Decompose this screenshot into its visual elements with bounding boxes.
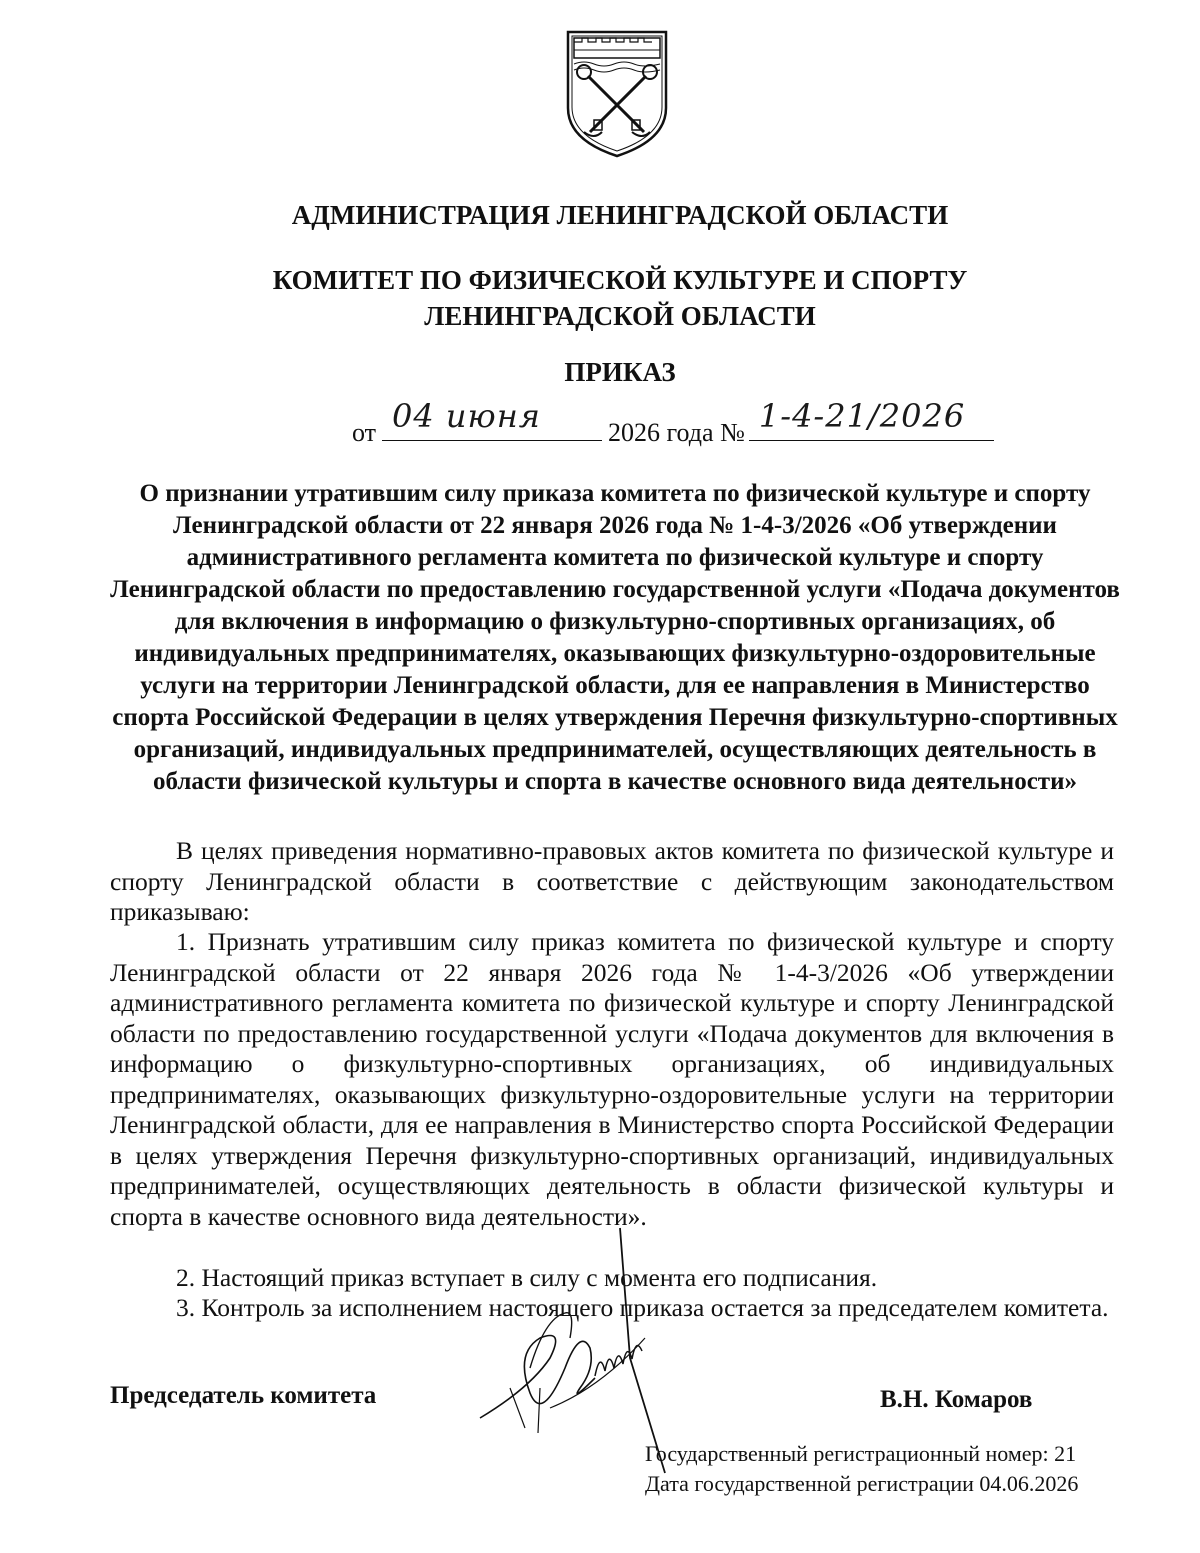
administration-heading: АДМИНИСТРАЦИЯ ЛЕНИНГРАДСКОЙ ОБЛАСТИ: [291, 200, 949, 230]
date-year-text: 2026 года: [608, 418, 714, 447]
date-from-label: от: [352, 418, 377, 447]
signatory-role: Председатель комитета: [110, 1382, 377, 1409]
item-2-text: 2. Настоящий приказ вступает в силу с момента его подписания.: [176, 1263, 878, 1292]
signatory-name: В.Н. Комаров: [880, 1386, 1033, 1413]
date-day-field: [382, 397, 602, 441]
item-1-text: 1. Признать утратившим силу приказ комитета по физической культуре и спорту Ленинградской области от 22 января 2026 года № 1-4-3/2026 «Об утверждении административного регламента комитета по физической культуре и спорту Ленинградской области по предоставлению государственной услуги «Подача документов для включения в информацию о физкультурно-спортивных организациях, об индивидуальных предпринимателях, оказывающих физкультурно-оздоровительные услуги на территории Ленинградской области, для ее направления в Министерство спорта Российской Федерации в целях утверждения Перечня физкультурно-спортивных организаций, индивидуальных предпринимателей, осуществляющих деятельность в области физической культуры и спорта в качестве основного вида деятельности».: [110, 927, 1114, 1231]
committee-heading-line1: КОМИТЕТ ПО ФИЗИЧЕСКОЙ КУЛЬТУРЕ И СПОРТУ: [272, 265, 968, 295]
item-3-text: 3. Контроль за исполнением настоящего приказа остается за председателем комитета.: [176, 1293, 1109, 1322]
preamble-paragraph: [110, 836, 1114, 928]
committee-heading: [20, 262, 1200, 334]
handwritten-order-number: 1-4-21/2026: [758, 397, 966, 435]
coat-of-arms-icon: [562, 28, 672, 160]
preamble-text: В целях приведения нормативно-правовых актов комитета по физической культуре и спорту Ленинградской области в соответствие с действующим законодательством приказываю:: [110, 836, 1114, 926]
document-type-heading: ПРИКАЗ: [564, 357, 676, 387]
signature-icon: [470, 1218, 700, 1478]
order-title: О признании утратившим силу приказа комитета по физической культуре и спорту Ленинградской области от 22 января 2026 года № 1-4-3/2026 «Об утверждении административного регламента комитета по физической культуре и спорту Ленинградской области по предоставлению государственной услуги «Подача документов для включения в информацию о физкультурно-спортивных организациях, об индивидуальных предпринимателях, оказывающих физкультурно-оздоровительные услуги на территории Ленинградской области, для ее направления в Министерство спорта Российской Федерации в целях утверждения Перечня физкультурно-спортивных организаций, индивидуальных предпринимателей, осуществляющих деятельность в области физической культуры и спорта в качестве основного вида деятельности»: [110, 480, 1120, 795]
order-number-label: №: [720, 418, 745, 447]
order-number-field: [749, 397, 994, 441]
order-date-line: [352, 397, 994, 453]
registration-date: Дата государственной регистрации 04.06.2026: [645, 1471, 1079, 1496]
registration-number: Государственный регистрационный номер: 21: [645, 1441, 1077, 1466]
handwritten-date: 04 июня: [392, 397, 541, 435]
item-1-paragraph: [110, 927, 1114, 1232]
committee-heading-line2: ЛЕНИНГРАДСКОЙ ОБЛАСТИ: [424, 301, 816, 331]
